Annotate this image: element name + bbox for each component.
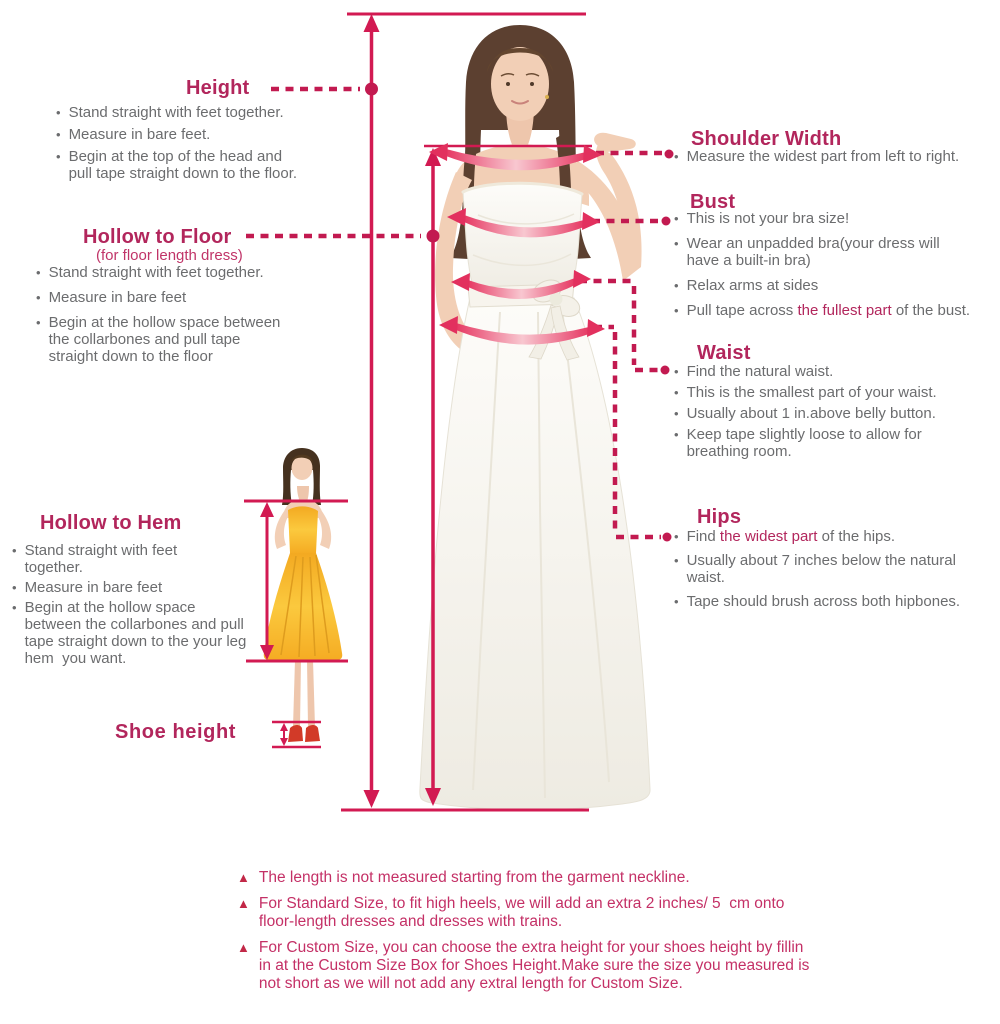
hollow-to-hem-bullets	[12, 542, 292, 670]
hips-bullets	[674, 528, 1000, 617]
shoe-height-title: Shoe height	[115, 721, 237, 743]
bullet-item: • Begin at the top of the head and pull tape straight down to the floor.	[56, 148, 298, 182]
bullet-item: • Find the natural waist.	[674, 363, 834, 380]
bullet-item: • Stand straight with feet together.	[36, 264, 264, 281]
note-item: ▲ For Standard Size, to fit high heels, we will add an extra 2 inches/ 5 cm onto floor-length dresses and dresses with trains.	[237, 895, 785, 930]
hollow-to-floor-title: Hollow to Floor	[83, 226, 232, 248]
bullet-dot-icon: •	[674, 427, 679, 442]
bullet-item: • Find the widest part of the hips.	[674, 528, 896, 545]
bullet-item: • This is the smallest part of your waist.	[674, 384, 937, 401]
bullet-item: • Pull tape across the fullest part of the bust.	[674, 302, 971, 319]
main-model-figure	[420, 25, 650, 810]
bullet-dot-icon: •	[674, 529, 679, 544]
bullet-dot-icon: •	[12, 600, 17, 615]
bullet-dot-icon: •	[36, 265, 41, 280]
note-item: ▲ For Custom Size, you can choose the extra height for your shoes height by fillin in at the Custom Size Box for Shoes Height.Make sure the size you measured is not short as we will not add any extral length for Custom Size.	[237, 939, 810, 992]
bullet-dot-icon: •	[674, 385, 679, 400]
hollow-to-floor-bullets	[36, 264, 346, 373]
bullet-dot-icon: •	[56, 149, 61, 164]
height-title: Height	[186, 77, 250, 99]
warning-triangle-icon: ▲	[237, 870, 250, 885]
bullet-item: • Relax arms at sides	[674, 277, 819, 294]
bullet-dot-icon: •	[12, 543, 17, 558]
waist-bullets	[674, 363, 1000, 464]
bullet-item: • Begin at the hollow space between the collarbones and pull tape straight down to the floor	[36, 314, 281, 365]
bullet-dot-icon: •	[674, 406, 679, 421]
bullet-dot-icon: •	[674, 278, 679, 293]
bullet-item: • Measure in bare feet	[36, 289, 187, 306]
bust-bullets	[674, 210, 1000, 327]
shoulder-width-bullets	[674, 148, 1000, 170]
note-item: ▲ The length is not measured starting from the garment neckline.	[237, 869, 690, 886]
hollow-to-hem-title: Hollow to Hem	[40, 512, 182, 534]
bust-title: Bust	[690, 191, 736, 213]
bullet-dot-icon: •	[56, 127, 61, 142]
warning-triangle-icon: ▲	[237, 940, 250, 955]
bullet-dot-icon: •	[674, 211, 679, 226]
bullet-item: • Measure in bare feet	[12, 579, 163, 596]
hips-title: Hips	[697, 506, 742, 528]
bullet-dot-icon: •	[674, 364, 679, 379]
bullet-item: • This is not your bra size!	[674, 210, 850, 227]
bullet-item: • Usually about 1 in.above belly button.	[674, 405, 936, 422]
bullet-item: • Stand straight with feet together.	[12, 542, 178, 576]
hollow-to-floor-subtitle: (for floor length dress)	[96, 247, 243, 264]
bullet-item: • Wear an unpadded bra(your dress will have a built-in bra)	[674, 235, 940, 269]
bullet-item: • Begin at the hollow space between the collarbones and pull tape straight down to the your leg hem you want.	[12, 599, 247, 667]
bullet-item: • Measure the widest part from left to right.	[674, 148, 960, 165]
bullet-dot-icon: •	[674, 236, 679, 251]
bullet-dot-icon: •	[36, 315, 41, 330]
bullet-dot-icon: •	[36, 290, 41, 305]
shoulder-width-title: Shoulder Width	[691, 128, 842, 150]
footnotes	[237, 869, 917, 1001]
bullet-dot-icon: •	[674, 149, 679, 164]
height-bullets	[56, 104, 356, 187]
warning-triangle-icon: ▲	[237, 896, 250, 911]
bullet-dot-icon: •	[674, 303, 679, 318]
bullet-item: • Keep tape slightly loose to allow for breathing room.	[674, 426, 922, 460]
waist-title: Waist	[697, 342, 751, 364]
bullet-dot-icon: •	[674, 594, 679, 609]
bullet-item: • Usually about 7 inches below the natural waist.	[674, 552, 956, 586]
bullet-item: • Stand straight with feet together.	[56, 104, 284, 121]
bullet-item: • Tape should brush across both hipbones.	[674, 593, 961, 610]
bullet-dot-icon: •	[56, 105, 61, 120]
bullet-item: • Measure in bare feet.	[56, 126, 211, 143]
bullet-dot-icon: •	[674, 553, 679, 568]
bullet-dot-icon: •	[12, 580, 17, 595]
